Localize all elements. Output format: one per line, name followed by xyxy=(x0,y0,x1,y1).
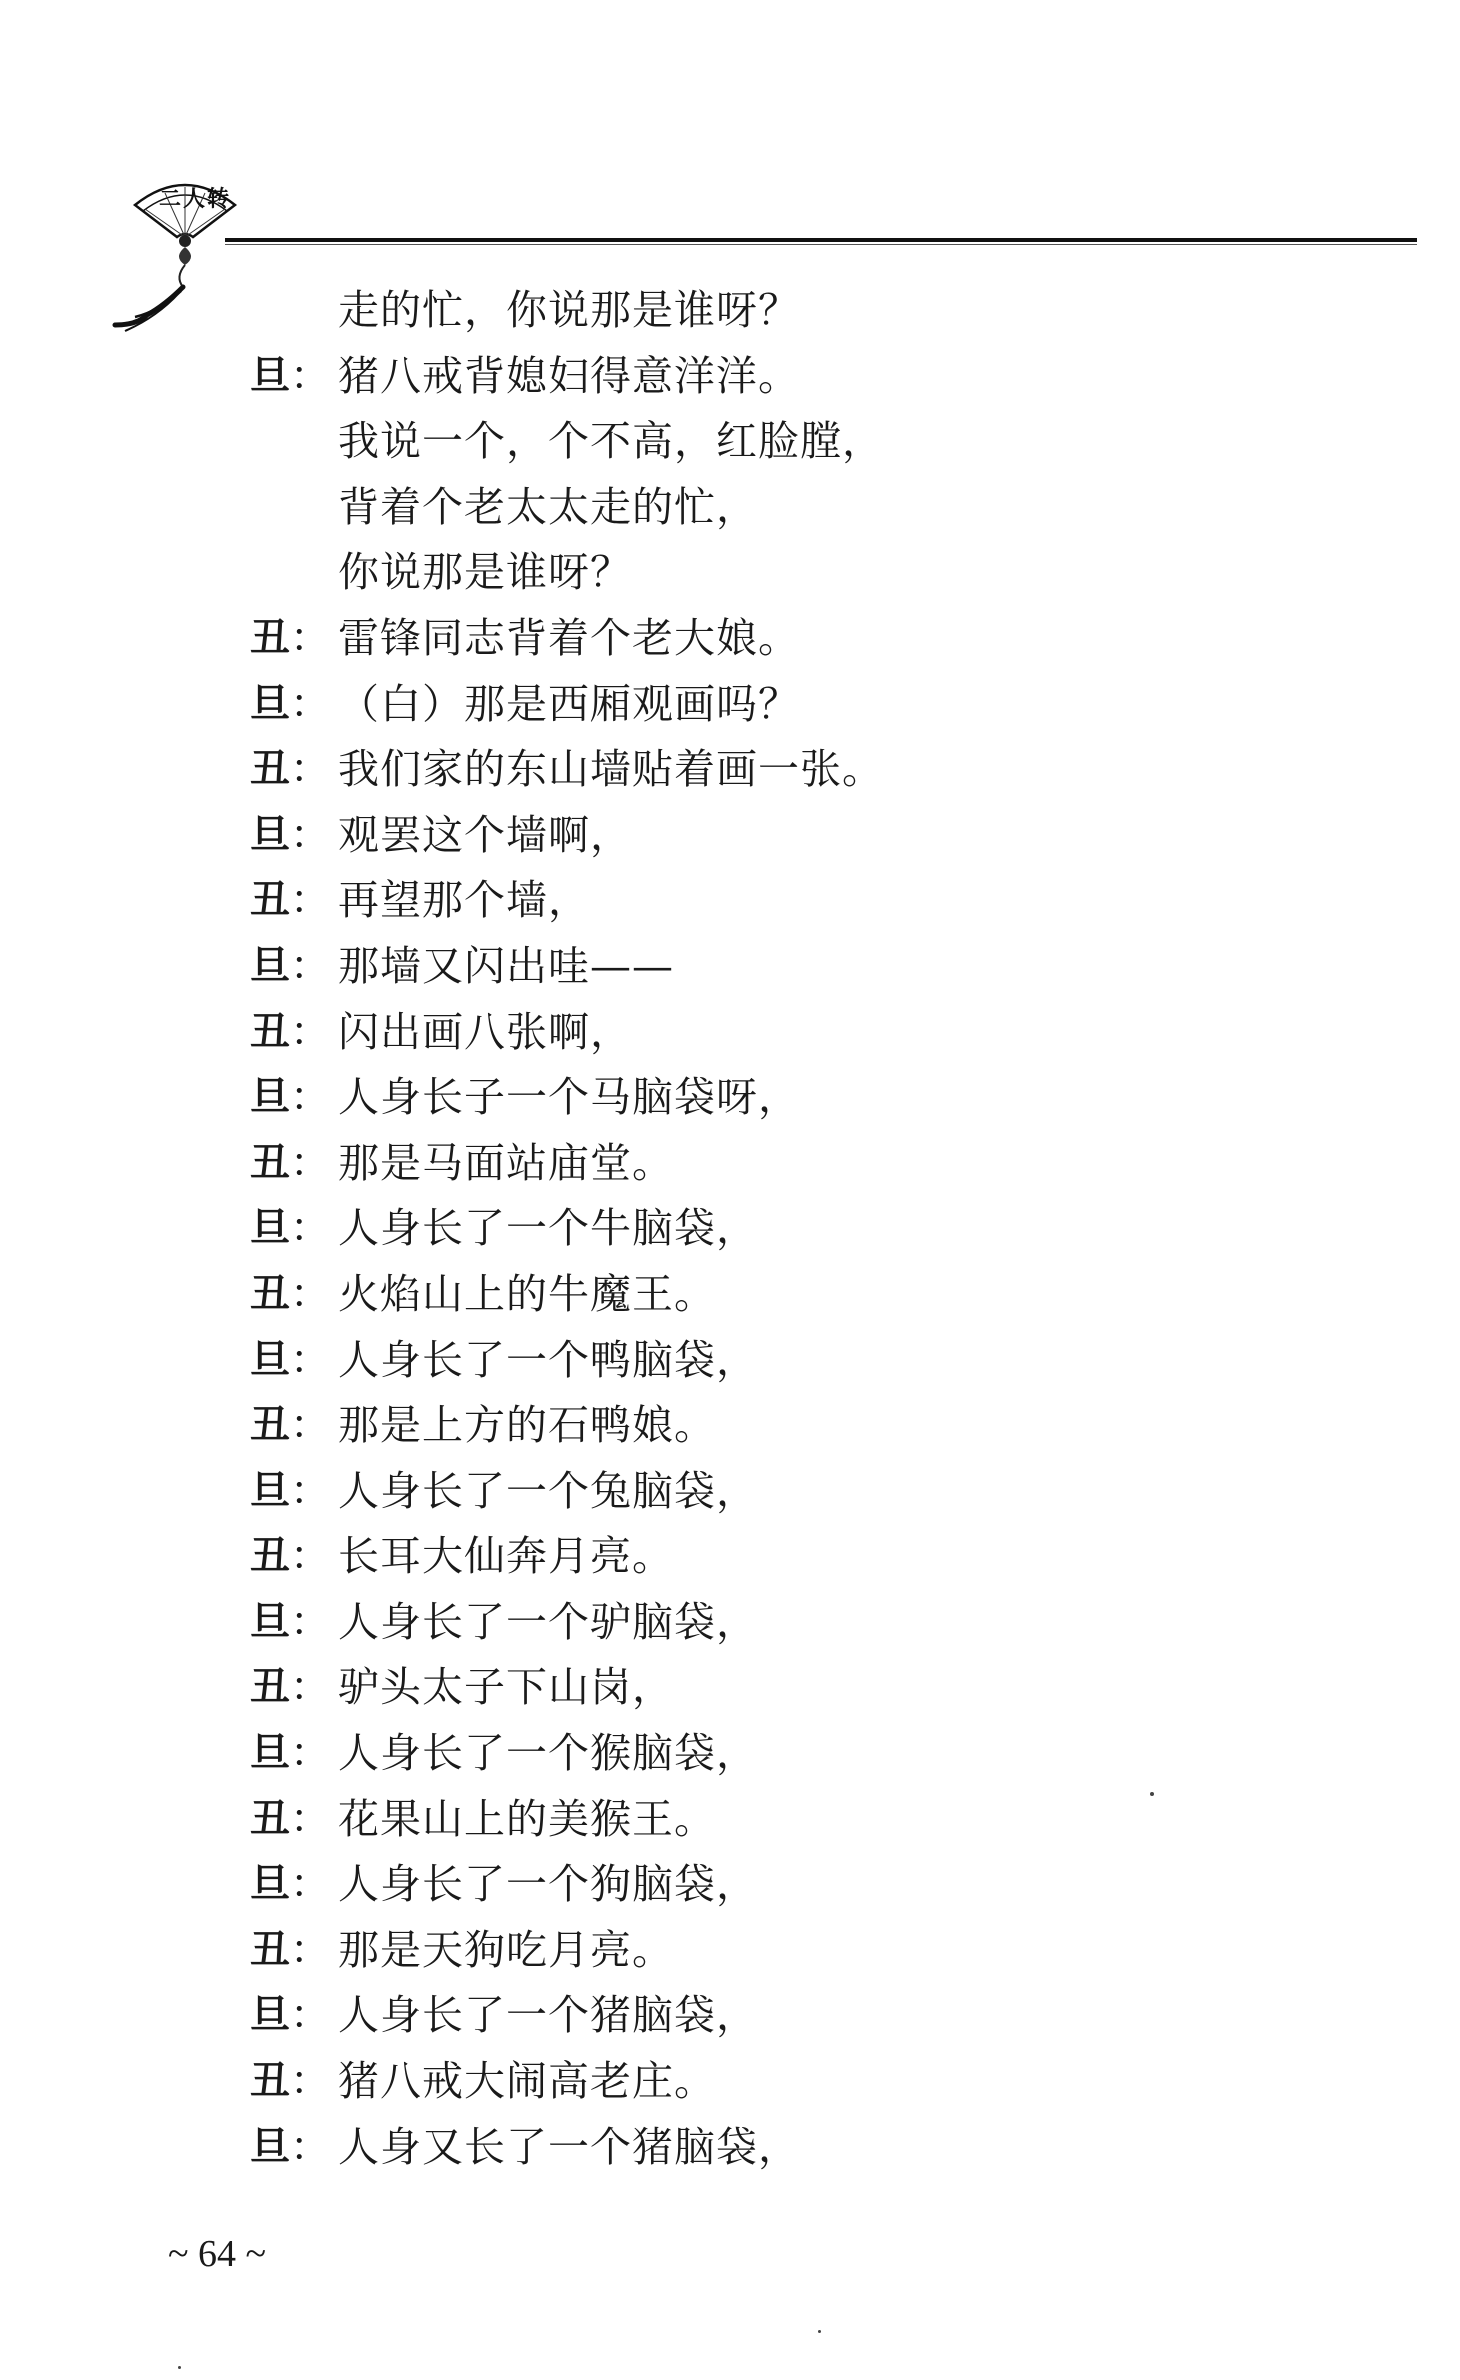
dialogue-line xyxy=(250,1590,1350,1656)
dialogue-line xyxy=(250,1459,1350,1525)
line-text: 背着个老太太走的忙， xyxy=(338,482,758,531)
header-rule xyxy=(225,238,1417,242)
line-text: 我们家的东山墙贴着画一张。 xyxy=(338,745,884,794)
line-text: 那是上方的石鸭娘。 xyxy=(338,1401,716,1450)
dialogue-line xyxy=(250,1983,1350,2049)
series-title-emblem: 二人转 xyxy=(158,186,231,212)
line-text: 猪八戒背媳妇得意洋洋。 xyxy=(338,351,800,400)
dialogue-line xyxy=(250,672,1350,738)
line-text: 人身长子一个马脑袋呀， xyxy=(338,1073,800,1122)
speaker-label: 旦： xyxy=(250,1205,330,1252)
line-text: 人身长了一个驴脑袋， xyxy=(338,1597,758,1646)
dialogue-line xyxy=(250,540,1350,606)
line-text: 你说那是谁呀？ xyxy=(338,548,632,597)
speaker-label: 丑： xyxy=(250,1402,330,1449)
line-text: 火焰山上的牛魔王。 xyxy=(338,1269,716,1318)
line-text: （白）那是西厢观画吗？ xyxy=(338,679,800,728)
dialogue-line xyxy=(250,344,1350,410)
dialogue-line xyxy=(250,934,1350,1000)
dialogue-line xyxy=(250,278,1350,344)
speaker-label: 旦： xyxy=(250,2123,330,2170)
speaker-label: 丑： xyxy=(250,1533,330,1580)
dialogue-line xyxy=(250,868,1350,934)
speaker-label: 丑： xyxy=(250,1139,330,1186)
dialogue-line xyxy=(250,1393,1350,1459)
dialogue-line xyxy=(250,737,1350,803)
speaker-label: 旦： xyxy=(250,680,330,727)
line-text: 雷锋同志背着个老大娘。 xyxy=(338,613,800,662)
page-number: ~ 64 ~ xyxy=(168,2233,267,2275)
dialogue-line xyxy=(250,1328,1350,1394)
dialogue-line xyxy=(250,475,1350,541)
line-text: 观罢这个墙啊， xyxy=(338,810,632,859)
speaker-label: 丑： xyxy=(250,1664,330,1711)
dialogue-line xyxy=(250,1262,1350,1328)
line-text: 人身长了一个狗脑袋， xyxy=(338,1860,758,1909)
dialogue-line xyxy=(250,1852,1350,1918)
speaker-label: 旦： xyxy=(250,1861,330,1908)
line-text: 长耳大仙奔月亮。 xyxy=(338,1532,674,1581)
speaker-label: 旦： xyxy=(250,1467,330,1514)
dialogue-line xyxy=(250,1196,1350,1262)
dialogue-line xyxy=(250,1787,1350,1853)
line-text: 那墙又闪出哇—— xyxy=(338,941,674,990)
scan-speck xyxy=(178,2366,181,2369)
speaker-label: 旦： xyxy=(250,1598,330,1645)
dialogue-body xyxy=(250,278,1350,2180)
dialogue-line xyxy=(250,2049,1350,2115)
dialogue-line xyxy=(250,1918,1350,1984)
speaker-label: 丑： xyxy=(250,2058,330,2105)
line-text: 人身又长了一个猪脑袋， xyxy=(338,2122,800,2171)
line-text: 走的忙，你说那是谁呀？ xyxy=(338,286,800,334)
speaker-label: 旦： xyxy=(250,811,330,858)
dialogue-line xyxy=(250,1721,1350,1787)
line-text: 再望那个墙， xyxy=(338,876,590,925)
dialogue-line xyxy=(250,1524,1350,1590)
line-text: 闪出画八张啊， xyxy=(338,1007,632,1056)
dialogue-line xyxy=(250,1655,1350,1721)
scan-speck xyxy=(1150,1792,1154,1796)
scan-speck xyxy=(818,2330,821,2333)
speaker-label: 丑： xyxy=(250,1795,330,1842)
line-text: 人身长了一个鸭脑袋， xyxy=(338,1335,758,1384)
dialogue-line xyxy=(250,409,1350,475)
speaker-label: 旦： xyxy=(250,1074,330,1121)
speaker-label: 丑： xyxy=(250,1926,330,1973)
dialogue-line xyxy=(250,803,1350,869)
dialogue-line xyxy=(250,1000,1350,1066)
line-text: 人身长了一个猪脑袋， xyxy=(338,1991,758,2040)
line-text: 我说一个，个不高，红脸膛， xyxy=(338,417,884,466)
line-text: 那是马面站庙堂。 xyxy=(338,1138,674,1187)
line-text: 花果山上的美猴王。 xyxy=(338,1794,716,1843)
speaker-label: 旦： xyxy=(250,1730,330,1777)
speaker-label: 丑： xyxy=(250,1270,330,1317)
dialogue-line xyxy=(250,2115,1350,2181)
speaker-label: 丑： xyxy=(250,614,330,661)
line-text: 人身长了一个牛脑袋， xyxy=(338,1204,758,1253)
speaker-label: 旦： xyxy=(250,1336,330,1383)
speaker-label: 丑： xyxy=(250,877,330,924)
line-text: 驴头太子下山岗， xyxy=(338,1663,674,1712)
line-text: 人身长了一个猴脑袋， xyxy=(338,1729,758,1778)
header-rule-thin xyxy=(225,244,1417,245)
speaker-label: 旦： xyxy=(250,1992,330,2039)
line-text: 人身长了一个兔脑袋， xyxy=(338,1466,758,1515)
speaker-label: 旦： xyxy=(250,942,330,989)
dialogue-line xyxy=(250,1131,1350,1197)
speaker-label: 丑： xyxy=(250,1008,330,1055)
speaker-label: 丑： xyxy=(250,746,330,793)
dialogue-line xyxy=(250,606,1350,672)
dialogue-line xyxy=(250,1065,1350,1131)
speaker-label: 旦： xyxy=(250,352,330,399)
line-text: 猪八戒大闹高老庄。 xyxy=(338,2057,716,2106)
line-text: 那是天狗吃月亮。 xyxy=(338,1925,674,1974)
